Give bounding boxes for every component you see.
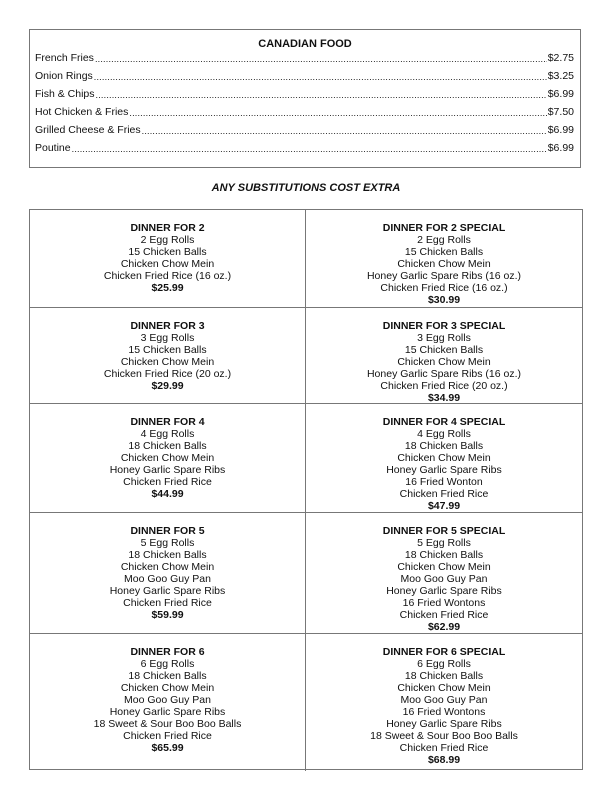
dinner-item: Chicken Chow Mein	[397, 258, 491, 270]
dinner-title: DINNER FOR 3	[130, 320, 205, 332]
dinner-item: Chicken Chow Mein	[120, 682, 215, 694]
dinner-price: $65.99	[151, 742, 184, 754]
dinner-item: Chicken Fried Rice	[399, 742, 489, 754]
menu-item	[35, 140, 574, 154]
menu-item-price: $6.99	[547, 124, 574, 136]
dinner-item: Chicken Fried Rice (20 oz.)	[380, 380, 508, 392]
dinner-item: 5 Egg Rolls	[140, 537, 195, 549]
dinner-item: 15 Chicken Balls	[404, 344, 484, 356]
menu-item-price: $7.50	[547, 106, 574, 118]
dinner-item: 6 Egg Rolls	[140, 658, 195, 670]
dinner-item: Honey Garlic Spare Ribs	[109, 464, 226, 476]
dinner-item: Chicken Fried Rice (16 oz.)	[103, 270, 232, 282]
menu-item-price: $3.25	[547, 70, 574, 82]
dinner-title: DINNER FOR 4 SPECIAL	[382, 416, 506, 428]
dinner-title: DINNER FOR 4	[130, 416, 205, 428]
dinner-item: Chicken Fried Rice	[399, 488, 489, 500]
dinner-price: $34.99	[427, 392, 461, 404]
dinner-item: 18 Chicken Balls	[404, 440, 484, 452]
dot-leader	[142, 126, 547, 136]
dinner-item: Chicken Fried Rice	[123, 597, 212, 609]
dinner-item: Chicken Fried Rice (20 oz.)	[103, 368, 232, 380]
dinner-table	[29, 209, 583, 770]
dinner-item: Honey Garlic Spare Ribs	[109, 585, 226, 597]
dot-leader	[129, 108, 546, 118]
dinner-item: 18 Chicken Balls	[128, 440, 207, 452]
menu-item	[35, 68, 574, 82]
dot-leader	[72, 144, 547, 154]
dinner-item: 6 Egg Rolls	[417, 658, 471, 670]
dinner-price: $29.99	[151, 380, 184, 392]
dinner-package	[30, 513, 306, 633]
dinner-title: DINNER FOR 2 SPECIAL	[382, 222, 506, 234]
dinner-price: $62.99	[427, 621, 461, 633]
dinner-row	[30, 210, 582, 308]
menu-item-name: Hot Chicken & Fries	[35, 106, 129, 118]
dinner-price: $47.99	[427, 500, 461, 512]
canadian-food-section	[29, 29, 581, 168]
dinner-item: 16 Fried Wontons	[402, 706, 486, 718]
dinner-row	[30, 513, 582, 634]
dinner-item: Honey Garlic Spare Ribs	[109, 706, 226, 718]
dinner-package	[306, 308, 582, 403]
dinner-item: 15 Chicken Balls	[128, 246, 207, 258]
menu-item	[35, 122, 574, 136]
dinner-item: 18 Chicken Balls	[404, 549, 484, 561]
dinner-title: DINNER FOR 5	[130, 525, 205, 537]
menu-item-name: Onion Rings	[35, 70, 93, 82]
dinner-item: Chicken Chow Mein	[120, 356, 215, 368]
dinner-item: 18 Sweet & Sour Boo Boo Balls	[93, 718, 242, 730]
dinner-item: Honey Garlic Spare Ribs (16 oz.)	[366, 270, 522, 282]
dinner-item: Chicken Chow Mein	[397, 561, 491, 573]
dot-leader	[95, 54, 547, 64]
dinner-title: DINNER FOR 2	[130, 222, 205, 234]
dinner-item: 16 Fried Wonton	[405, 476, 483, 488]
dinner-package	[30, 308, 306, 403]
dinner-item: 16 Fried Wontons	[402, 597, 486, 609]
dinner-package	[30, 210, 306, 307]
menu-item-name: Fish & Chips	[35, 88, 95, 100]
dinner-item: Chicken Fried Rice (16 oz.)	[380, 282, 508, 294]
dinner-item: Chicken Fried Rice	[399, 609, 489, 621]
dinner-item: Chicken Chow Mein	[120, 452, 215, 464]
dinner-title: DINNER FOR 6	[130, 646, 205, 658]
dinner-item: 5 Egg Rolls	[417, 537, 471, 549]
dinner-item: Honey Garlic Spare Ribs (16 oz.)	[366, 368, 522, 380]
dinner-item: Chicken Chow Mein	[120, 561, 215, 573]
dot-leader	[94, 72, 547, 82]
dinner-title: DINNER FOR 6 SPECIAL	[382, 646, 506, 658]
dinner-title: DINNER FOR 3 SPECIAL	[382, 320, 506, 332]
dinner-item: Chicken Fried Rice	[123, 730, 212, 742]
dinner-item: 2 Egg Rolls	[140, 234, 195, 246]
dot-leader	[96, 90, 547, 100]
dinner-row	[30, 404, 582, 513]
dinner-item: Moo Goo Guy Pan	[124, 694, 211, 706]
dinner-package	[30, 634, 306, 771]
menu-item	[35, 86, 574, 100]
dinner-item: 15 Chicken Balls	[404, 246, 484, 258]
dinner-row	[30, 634, 582, 771]
dinner-item: 18 Chicken Balls	[128, 670, 207, 682]
menu-item	[35, 50, 574, 64]
dinner-package	[306, 634, 582, 771]
menu-item-price: $6.99	[547, 88, 574, 100]
dinner-package	[30, 404, 306, 512]
dinner-item: 2 Egg Rolls	[417, 234, 471, 246]
dinner-price: $68.99	[427, 754, 461, 766]
dinner-package	[306, 210, 582, 307]
dinner-item: 18 Sweet & Sour Boo Boo Balls	[370, 730, 518, 742]
dinner-item: Honey Garlic Spare Ribs	[386, 585, 502, 597]
dinner-price: $30.99	[427, 294, 461, 306]
menu-item	[35, 104, 574, 118]
canadian-food-title: CANADIAN FOOD	[258, 38, 352, 50]
dinner-item: Chicken Chow Mein	[120, 258, 215, 270]
menu-item-name: Poutine	[35, 142, 71, 154]
menu-item-name: French Fries	[35, 52, 94, 64]
dinner-item: 18 Chicken Balls	[128, 549, 207, 561]
dinner-item: Moo Goo Guy Pan	[124, 573, 211, 585]
dinner-item: 3 Egg Rolls	[140, 332, 195, 344]
dinner-item: Moo Goo Guy Pan	[400, 694, 488, 706]
dinner-item: Chicken Fried Rice	[123, 476, 212, 488]
dinner-item: Moo Goo Guy Pan	[400, 573, 488, 585]
dinner-package	[306, 404, 582, 512]
dinner-price: $25.99	[151, 282, 184, 294]
dinner-item: Chicken Chow Mein	[397, 356, 491, 368]
dinner-item: Honey Garlic Spare Ribs	[386, 464, 502, 476]
dinner-price: $59.99	[151, 609, 184, 621]
menu-item-name: Grilled Cheese & Fries	[35, 124, 141, 136]
dinner-item: 15 Chicken Balls	[128, 344, 207, 356]
dinner-price: $44.99	[151, 488, 184, 500]
substitutions-note: ANY SUBSTITUTIONS COST EXTRA	[211, 182, 401, 194]
dinner-item: 3 Egg Rolls	[417, 332, 471, 344]
dinner-item: Chicken Chow Mein	[397, 682, 491, 694]
menu-item-price: $2.75	[547, 52, 574, 64]
menu-item-price: $6.99	[547, 142, 574, 154]
dinner-item: Chicken Chow Mein	[397, 452, 491, 464]
dinner-item: 18 Chicken Balls	[404, 670, 484, 682]
dinner-item: 4 Egg Rolls	[417, 428, 471, 440]
dinner-item: Honey Garlic Spare Ribs	[386, 718, 502, 730]
dinner-item: 4 Egg Rolls	[140, 428, 195, 440]
dinner-title: DINNER FOR 5 SPECIAL	[382, 525, 506, 537]
dinner-row	[30, 308, 582, 404]
dinner-package	[306, 513, 582, 633]
